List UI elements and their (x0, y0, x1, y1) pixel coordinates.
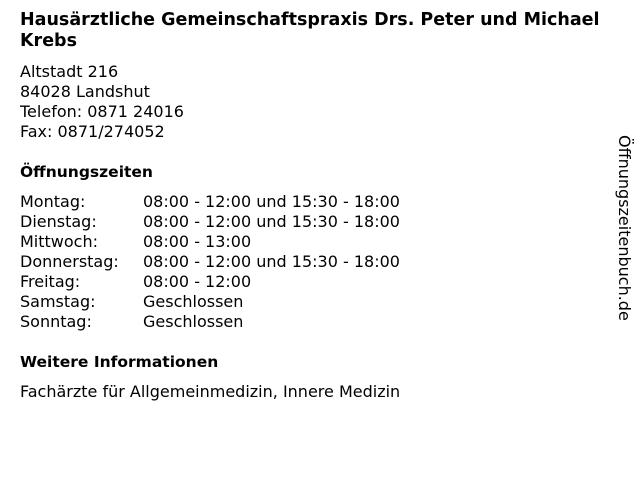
hours-value: Geschlossen (143, 292, 244, 311)
day-label: Donnerstag: (20, 252, 119, 271)
site-watermark: Öffnungszeitenbuch.de (615, 135, 634, 321)
more-info-heading: Weitere Informationen (20, 353, 219, 371)
hours-row-monday (20, 192, 610, 212)
fax-number: Fax: 0871/274052 (20, 122, 165, 141)
hours-row-thursday (20, 252, 610, 272)
hours-value: 08:00 - 12:00 und 15:30 - 18:00 (143, 212, 400, 231)
city-address: 84028 Landshut (20, 82, 150, 101)
hours-value: Geschlossen (143, 312, 244, 331)
day-label: Sonntag: (20, 312, 92, 331)
hours-value: 08:00 - 12:00 (143, 272, 252, 291)
street-address: Altstadt 216 (20, 62, 119, 81)
more-info-text: Fachärzte für Allgemeinmedizin, Innere Medizin (20, 382, 401, 401)
hours-row-wednesday (20, 232, 610, 252)
day-label: Dienstag: (20, 212, 97, 231)
address-block (20, 62, 610, 142)
day-label: Mittwoch: (20, 232, 98, 251)
practice-title: Hausärztliche Gemeinschaftspraxis Drs. Peter und Michael Krebs (20, 10, 600, 51)
practice-card (20, 10, 610, 402)
hours-row-tuesday (20, 212, 610, 232)
day-label: Freitag: (20, 272, 81, 291)
day-label: Montag: (20, 192, 86, 211)
hours-row-saturday (20, 292, 610, 312)
phone-number: Telefon: 0871 24016 (20, 102, 184, 121)
day-label: Samstag: (20, 292, 96, 311)
opening-hours-heading: Öffnungszeiten (20, 163, 153, 181)
hours-row-sunday (20, 312, 610, 332)
hours-value: 08:00 - 13:00 (143, 232, 252, 251)
hours-row-friday (20, 272, 610, 292)
hours-value: 08:00 - 12:00 und 15:30 - 18:00 (143, 252, 400, 271)
hours-value: 08:00 - 12:00 und 15:30 - 18:00 (143, 192, 400, 211)
opening-hours-table (20, 192, 610, 332)
